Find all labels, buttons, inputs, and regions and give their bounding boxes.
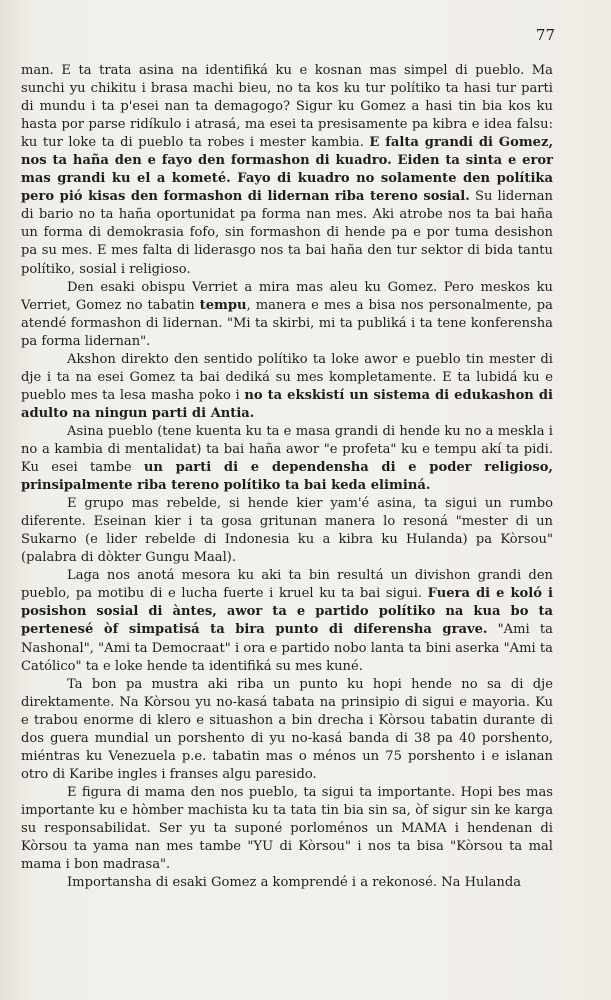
bold-text-run: Fuera di e koló i posishon sosial di àntes, awor ta e partido polítiko na kua bo ta pertenesé òf simpatisá ta bira punto di diferensha grave. xyxy=(21,586,553,638)
paragraph xyxy=(21,351,553,423)
text-run: E figura di mama den nos pueblo, ta sigui ta importante. Hopi bes mas importante ku e hòmber machista ku ta tata tin bia sin sa, òf sigur sin ke karga su responsabilidat. Ser yu ta suponé porloménos un MAMA i hendenan di Kòrsou ta yama nan mes tambe "YU di Kòrsou" i nos ta bisa "Kòrsou ta mal mama i bon madrasa". xyxy=(21,784,553,873)
text-run: "Ami ta Nashonal", "Ami ta Democraat" i ora e partido nobo lanta ta bini aserka "Ami ta Católico" ta e loke hende ta identifiká su mes kuné. xyxy=(21,622,553,674)
text-run: man. E ta trata asina na identifiká ku e kosnan mas simpel di pueblo. Ma sunchi yu chikitu i brasa machi bieu, no ta kos ku tur polítiko ta hasi tur parti di mundu i ta p'esei nan ta demagogo? Sigur ku Gomez a hasi tin bia kos ku hasta por parse ridíkulo i atrasá, ma esei ta presisamente pa kibra e idea falsu: ku tur loke ta di pueblo ta robes i mester kambia. xyxy=(21,63,553,151)
paragraph xyxy=(21,62,553,279)
bold-text-run: E falta grandi di Gomez, nos ta haña den e fayo den formashon di kuadro. Eiden ta sinta e eror mas grandi ku el a kometé. Fayo di kuadro no solamente den polítika pero pió kisas den formashon di lidernan riba tereno sosial. xyxy=(21,135,554,205)
page-number: 77 xyxy=(535,26,555,44)
text-run: Laga nos anotá mesora ku aki ta bin resultá un divishon grandi den pueblo, pa motibu di e lucha fuerte i kruel ku ta bai sigui. xyxy=(21,568,553,602)
bold-text-run: no ta ekskistí un sistema di edukashon di adulto na ningun parti di Antia. xyxy=(21,387,553,421)
text-run: Su lidernan di bario no ta haña oportunidat pa forma nan mes. Aki atrobe nos ta bai haña un forma di demokrasia fofo, sin formashon di hende pa e por tuma desishon pa su mes. E mes falta di liderasgo nos ta bai haña den tur sektor di bida tantu polítiko, sosial i religioso. xyxy=(21,189,553,277)
paragraph xyxy=(21,495,553,567)
text-run: , manera e mes a bisa nos personalmente, pa atendé formashon di lidernan. "Mi ta skirbi, mi ta publiká i ta tene konferensha pa forma lidernan". xyxy=(21,297,553,349)
paragraph xyxy=(21,676,553,784)
text-run: Ta bon pa mustra aki riba un punto ku hopi hende no sa di dje direktamente. Na Kòrsou yu no-kasá tabata na prinsipio di sigui e mayoria. Ku e trabou enorme di klero e situashon a bin drecha i Kòrsou tabatin durante di dos guera mundial un porshento di yu no-kasá banda di 38 pa 40 porshento, miéntras ku Venezuela p.e. tabatin mas o ménos un 75 porshento i e islanan otro di Karibe ingles i franses algu paresido. xyxy=(21,676,553,782)
paragraph xyxy=(21,279,553,351)
text-run: Akshon direkto den sentido polítiko ta loke awor e pueblo tin mester di dje i ta na esei Gomez ta bai dediká su mes kompletamente. E ta lubidá ku e pueblo mes ta lesa masha poko i xyxy=(21,351,553,403)
paragraph xyxy=(21,423,553,495)
paragraph xyxy=(21,784,553,874)
paragraph xyxy=(21,567,553,675)
text-run: Den esaki obispu Verriet a mira mas aleu ku Gomez. Pero meskos ku Verriet, Gomez no tabatin xyxy=(21,279,553,313)
paragraph xyxy=(21,874,553,892)
text-run: Asina pueblo (tene kuenta ku ta e masa grandi di hende ku no a meskla i no a kambia di mentalidat) ta bai haña awor "e profeta" ku e tempu akí ta pidi. Ku esei tambe xyxy=(21,423,553,476)
bold-text-run: un parti di e dependensha di e poder religioso, prinsipalmente riba tereno polítiko ta bai keda eliminá. xyxy=(21,460,553,494)
bold-text-run: tempu xyxy=(199,297,247,313)
text-run: Importansha di esaki Gomez a komprendé i a rekonosé. Na Hulanda xyxy=(67,875,522,891)
text-run: E grupo mas rebelde, si hende kier yam'é asina, ta sigui un rumbo diferente. Eseinan kier i ta gosa gritunan manera lo resoná "mester di un Sukarno (e lider rebelde di Indonesia ku a kibra ku Hulanda) pa Kòrsou" (palabra di dòkter Gungu Maal). xyxy=(21,496,553,566)
body-text xyxy=(21,62,553,892)
